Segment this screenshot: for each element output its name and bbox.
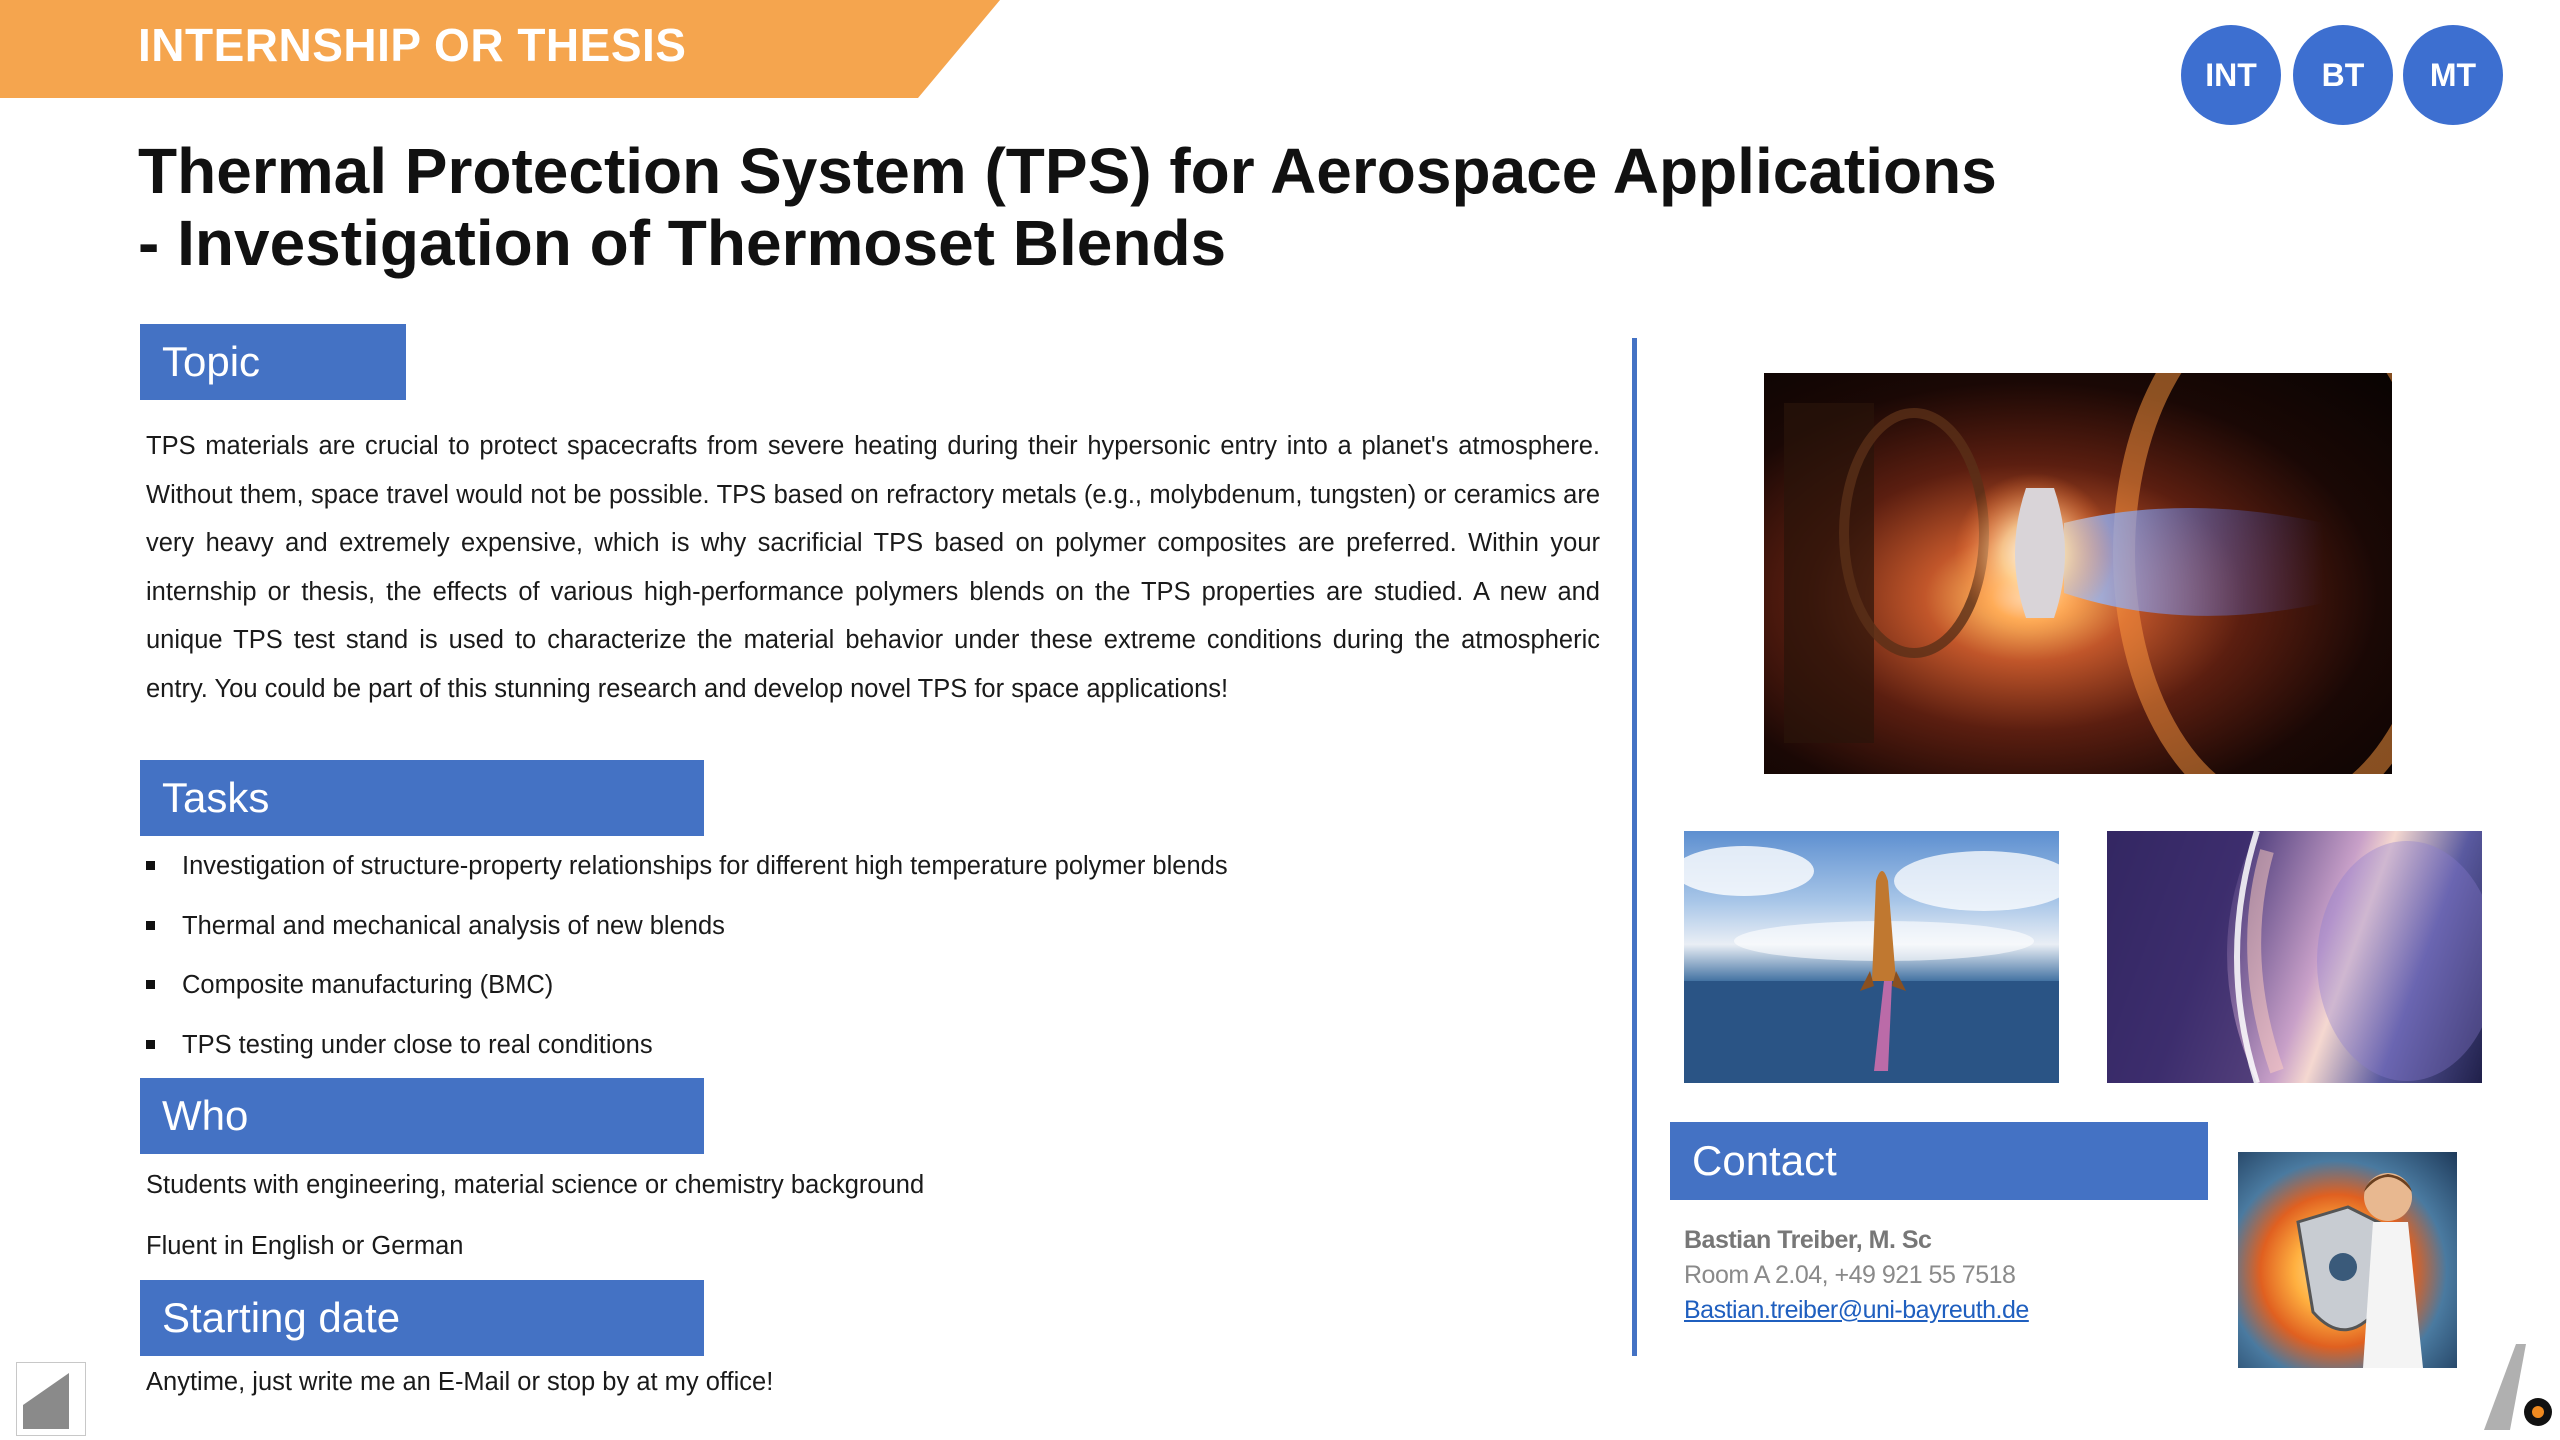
list-item: Thermal and mechanical analysis of new blends — [146, 911, 1546, 971]
banner-label: INTERNSHIP OR THESIS — [138, 19, 687, 71]
hypersonic-shock-image — [2107, 831, 2482, 1083]
badge-mt: MT — [2403, 25, 2503, 125]
starship-illustration — [1684, 831, 2059, 1083]
bullet-icon — [146, 921, 155, 930]
avatar-illustration — [2238, 1152, 2457, 1368]
bullet-icon — [146, 980, 155, 989]
section-header-topic: Topic — [140, 324, 406, 400]
list-item: Composite manufacturing (BMC) — [146, 970, 1546, 1030]
starship-launch-image — [1684, 831, 2059, 1083]
page-title — [138, 135, 2138, 279]
who-line-2: Fluent in English or German — [146, 1232, 464, 1260]
badge-bt: BT — [2293, 25, 2393, 125]
hypersonic-shock-illustration — [2107, 831, 2482, 1083]
starting-date-text: Anytime, just write me an E-Mail or stop by at my office! — [146, 1368, 774, 1396]
title-line-1: Thermal Protection System (TPS) for Aerospace Applications — [138, 135, 1997, 207]
section-header-starting-date: Starting date — [140, 1280, 704, 1356]
vertical-divider — [1632, 338, 1637, 1356]
title-line-2: - Investigation of Thermoset Blends — [138, 207, 1227, 279]
bullet-icon — [146, 861, 155, 870]
section-header-contact: Contact — [1670, 1122, 2208, 1200]
who-line-1: Students with engineering, material science or chemistry background — [146, 1171, 925, 1199]
reentry-capsule-illustration — [1764, 373, 2392, 774]
university-logo — [16, 1362, 86, 1436]
contact-room-phone: Room A 2.04, +49 921 55 7518 — [1684, 1261, 2016, 1289]
badge-int: INT — [2181, 25, 2281, 125]
contact-avatar — [2238, 1152, 2457, 1368]
contact-email-link[interactable]: Bastian.treiber@uni-bayreuth.de — [1684, 1296, 2029, 1324]
topic-paragraph: TPS materials are crucial to protect spacecrafts from severe heating during their hypersonic entry into a planet's atmosphere. Without them, space travel would not be possible. TPS based on refractory metals (e.g., molybdenum, tungsten) or ceramics are very heavy and extremely expensive, which is why sacrificial TPS based on polymer composites are preferred. Within your internship or thesis, the effects of various high-performance polymers blends on the TPS properties are studied. A new and unique TPS test stand is used to characterize the material behavior under these extreme conditions during the atmospheric entry. You could be part of this stunning research and develop novel TPS for space applications! — [146, 432, 1600, 703]
slash-logo-icon — [17, 1363, 85, 1435]
section-header-tasks: Tasks — [140, 760, 704, 836]
tasks-list — [146, 851, 1546, 1089]
list-item: TPS testing under close to real conditions — [146, 1030, 1546, 1090]
department-logo — [2476, 1338, 2556, 1434]
contact-name: Bastian Treiber, M. Sc — [1684, 1226, 1932, 1254]
a-logo-icon — [2476, 1338, 2556, 1434]
list-item: Investigation of structure-property relationships for different high temperature polymer blends — [146, 851, 1546, 911]
reentry-capsule-image — [1764, 373, 2392, 774]
bullet-icon — [146, 1040, 155, 1049]
section-header-who: Who — [140, 1078, 704, 1154]
